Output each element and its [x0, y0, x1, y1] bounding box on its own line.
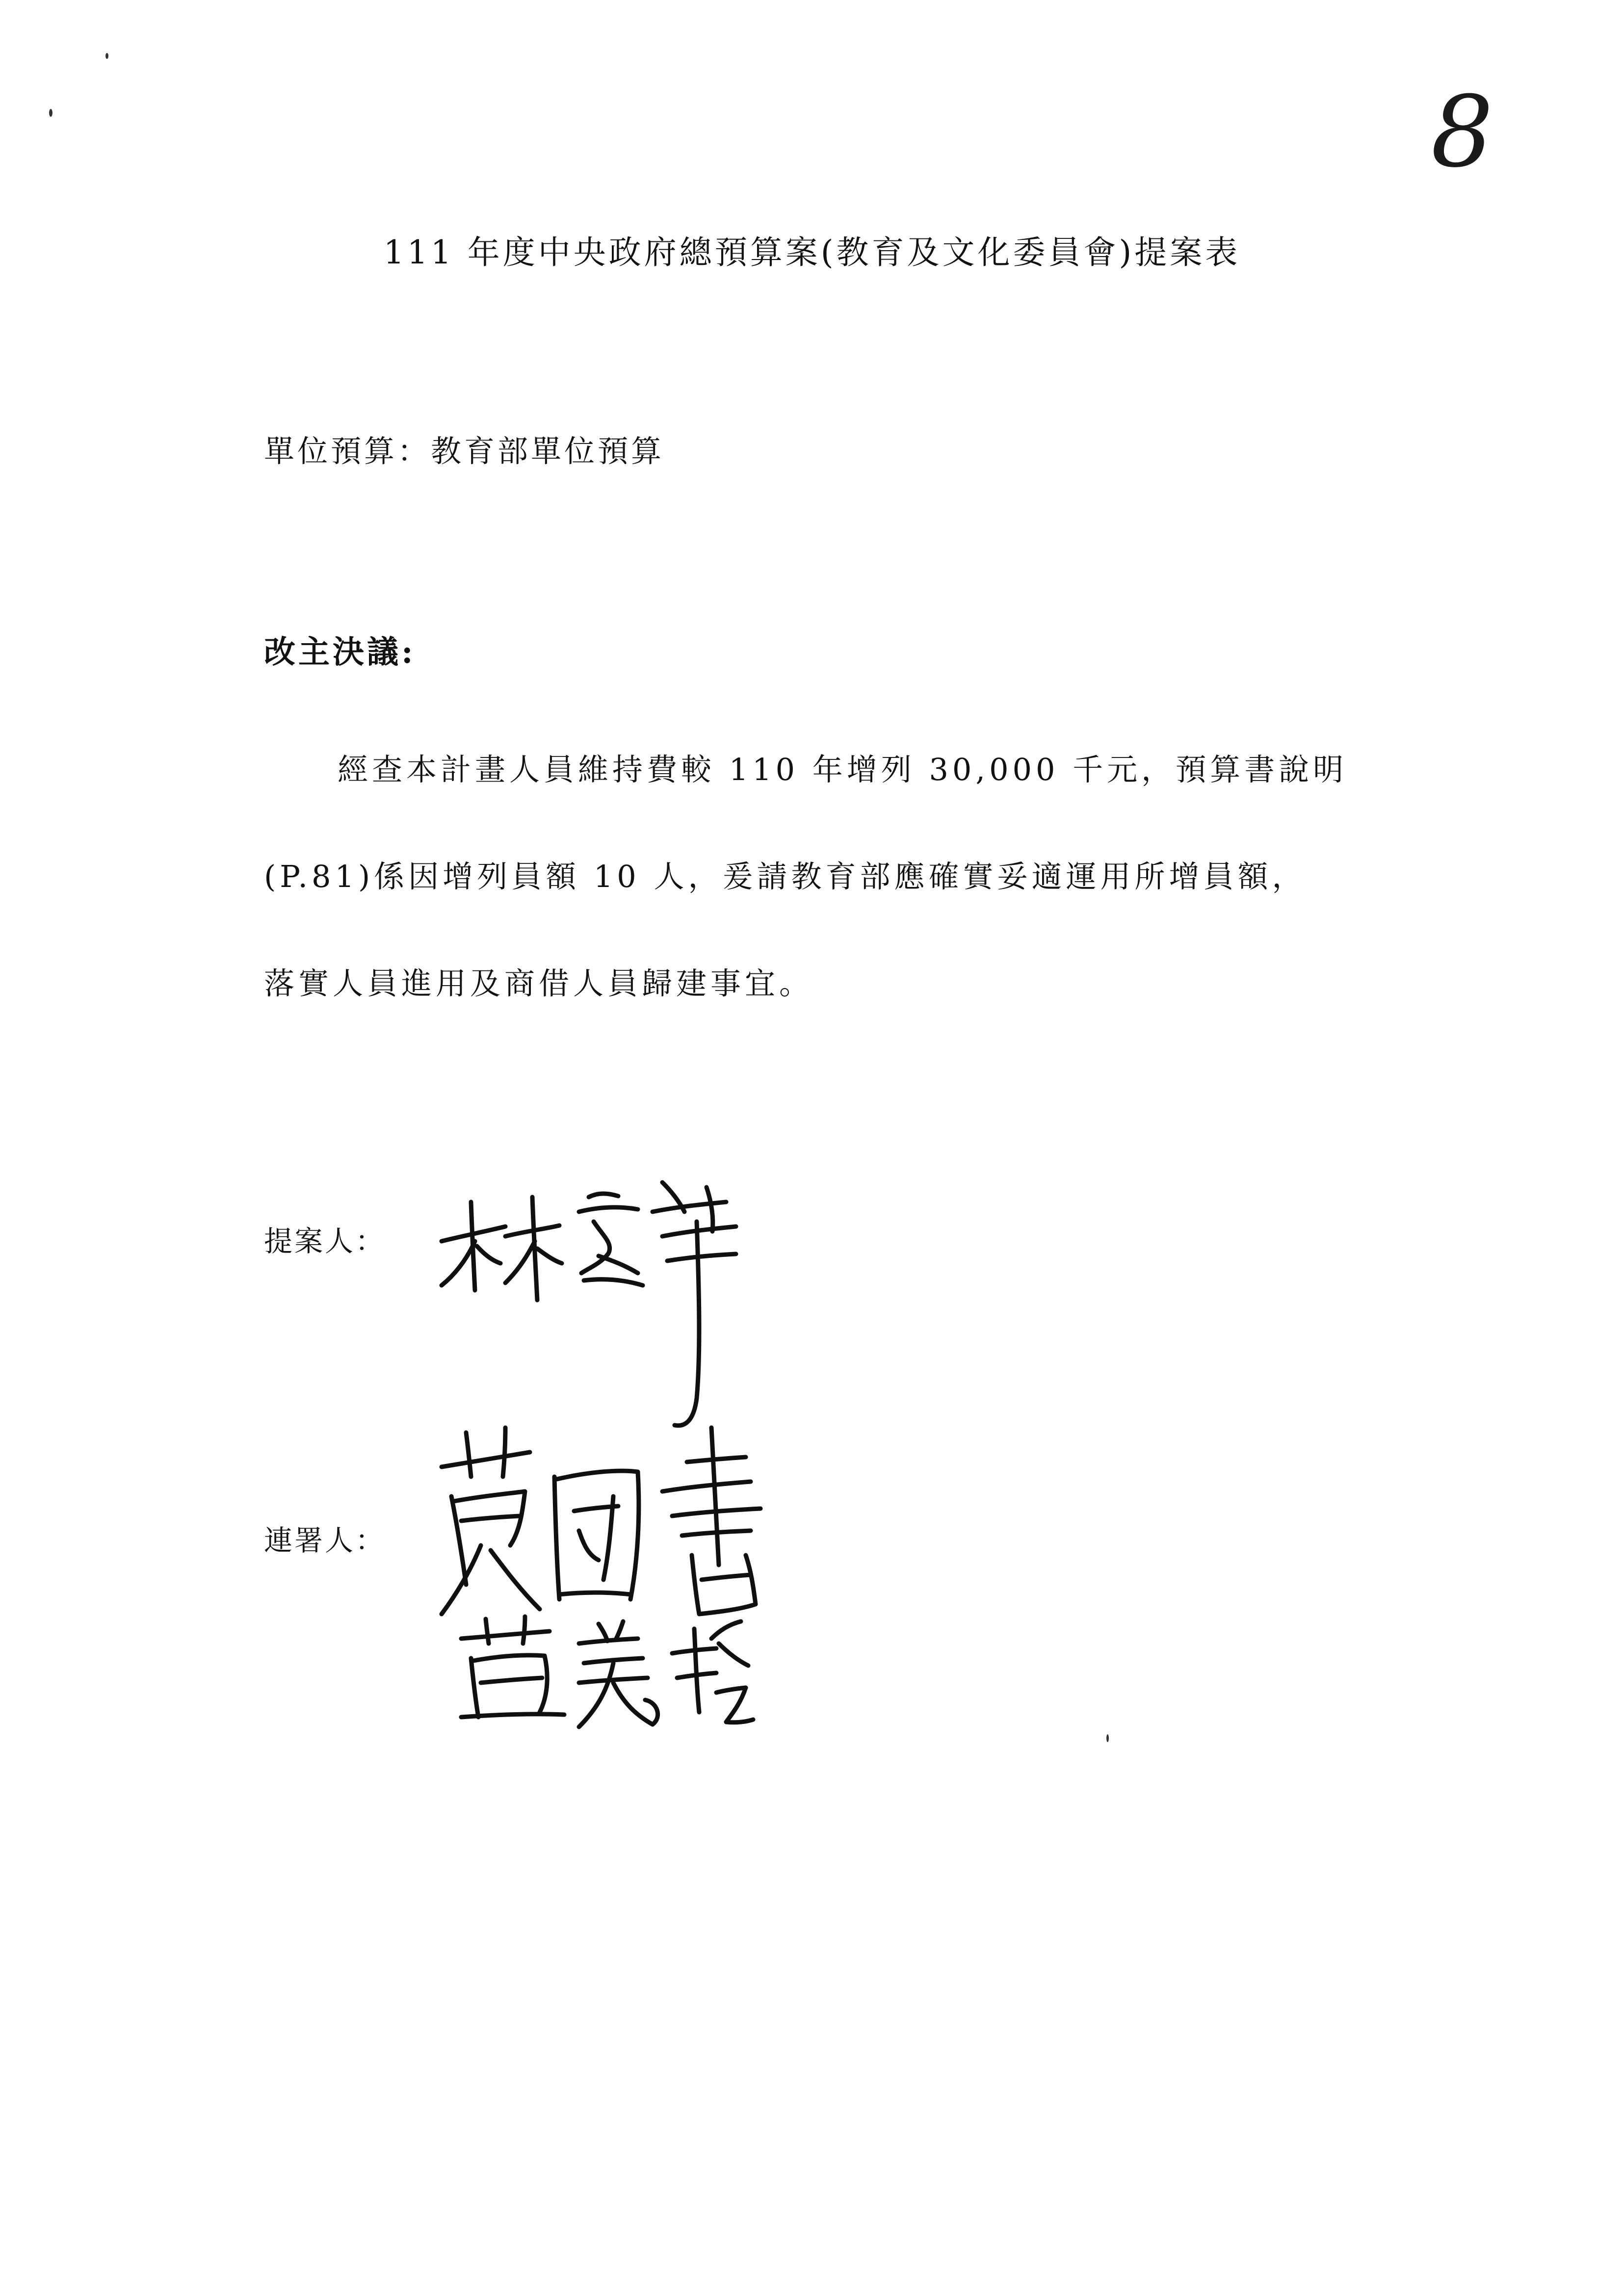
resolution-line-2: (P.81)係因增列員額 10 人，爰請教育部應確實妥適運用所增員額，	[264, 859, 1307, 894]
page-number: 8	[1431, 75, 1493, 189]
resolution-body	[264, 716, 1412, 1037]
resolution-line-1: 經查本計畫人員維持費較 110 年增列 30,000 千元，預算書說明	[338, 752, 1348, 787]
scan-speck	[105, 53, 108, 59]
cosigner-label: 連署人：	[264, 1524, 386, 1557]
proposer-signature	[432, 1168, 746, 1442]
cosigner-signature-1	[427, 1423, 770, 1629]
document-title: 111 年度中央政府總預算案(教育及文化委員會)提案表	[383, 234, 1241, 271]
section-heading: 改主決議:	[264, 634, 416, 671]
scan-speck	[49, 109, 52, 117]
budget-unit: 單位預算：教育部單位預算	[264, 433, 665, 469]
scan-speck	[1106, 1734, 1109, 1742]
resolution-line-3: 落實人員進用及商借人員歸建事宜。	[264, 965, 814, 1001]
cosigner-signature-2	[451, 1609, 756, 1737]
proposer-label: 提案人：	[264, 1225, 386, 1258]
